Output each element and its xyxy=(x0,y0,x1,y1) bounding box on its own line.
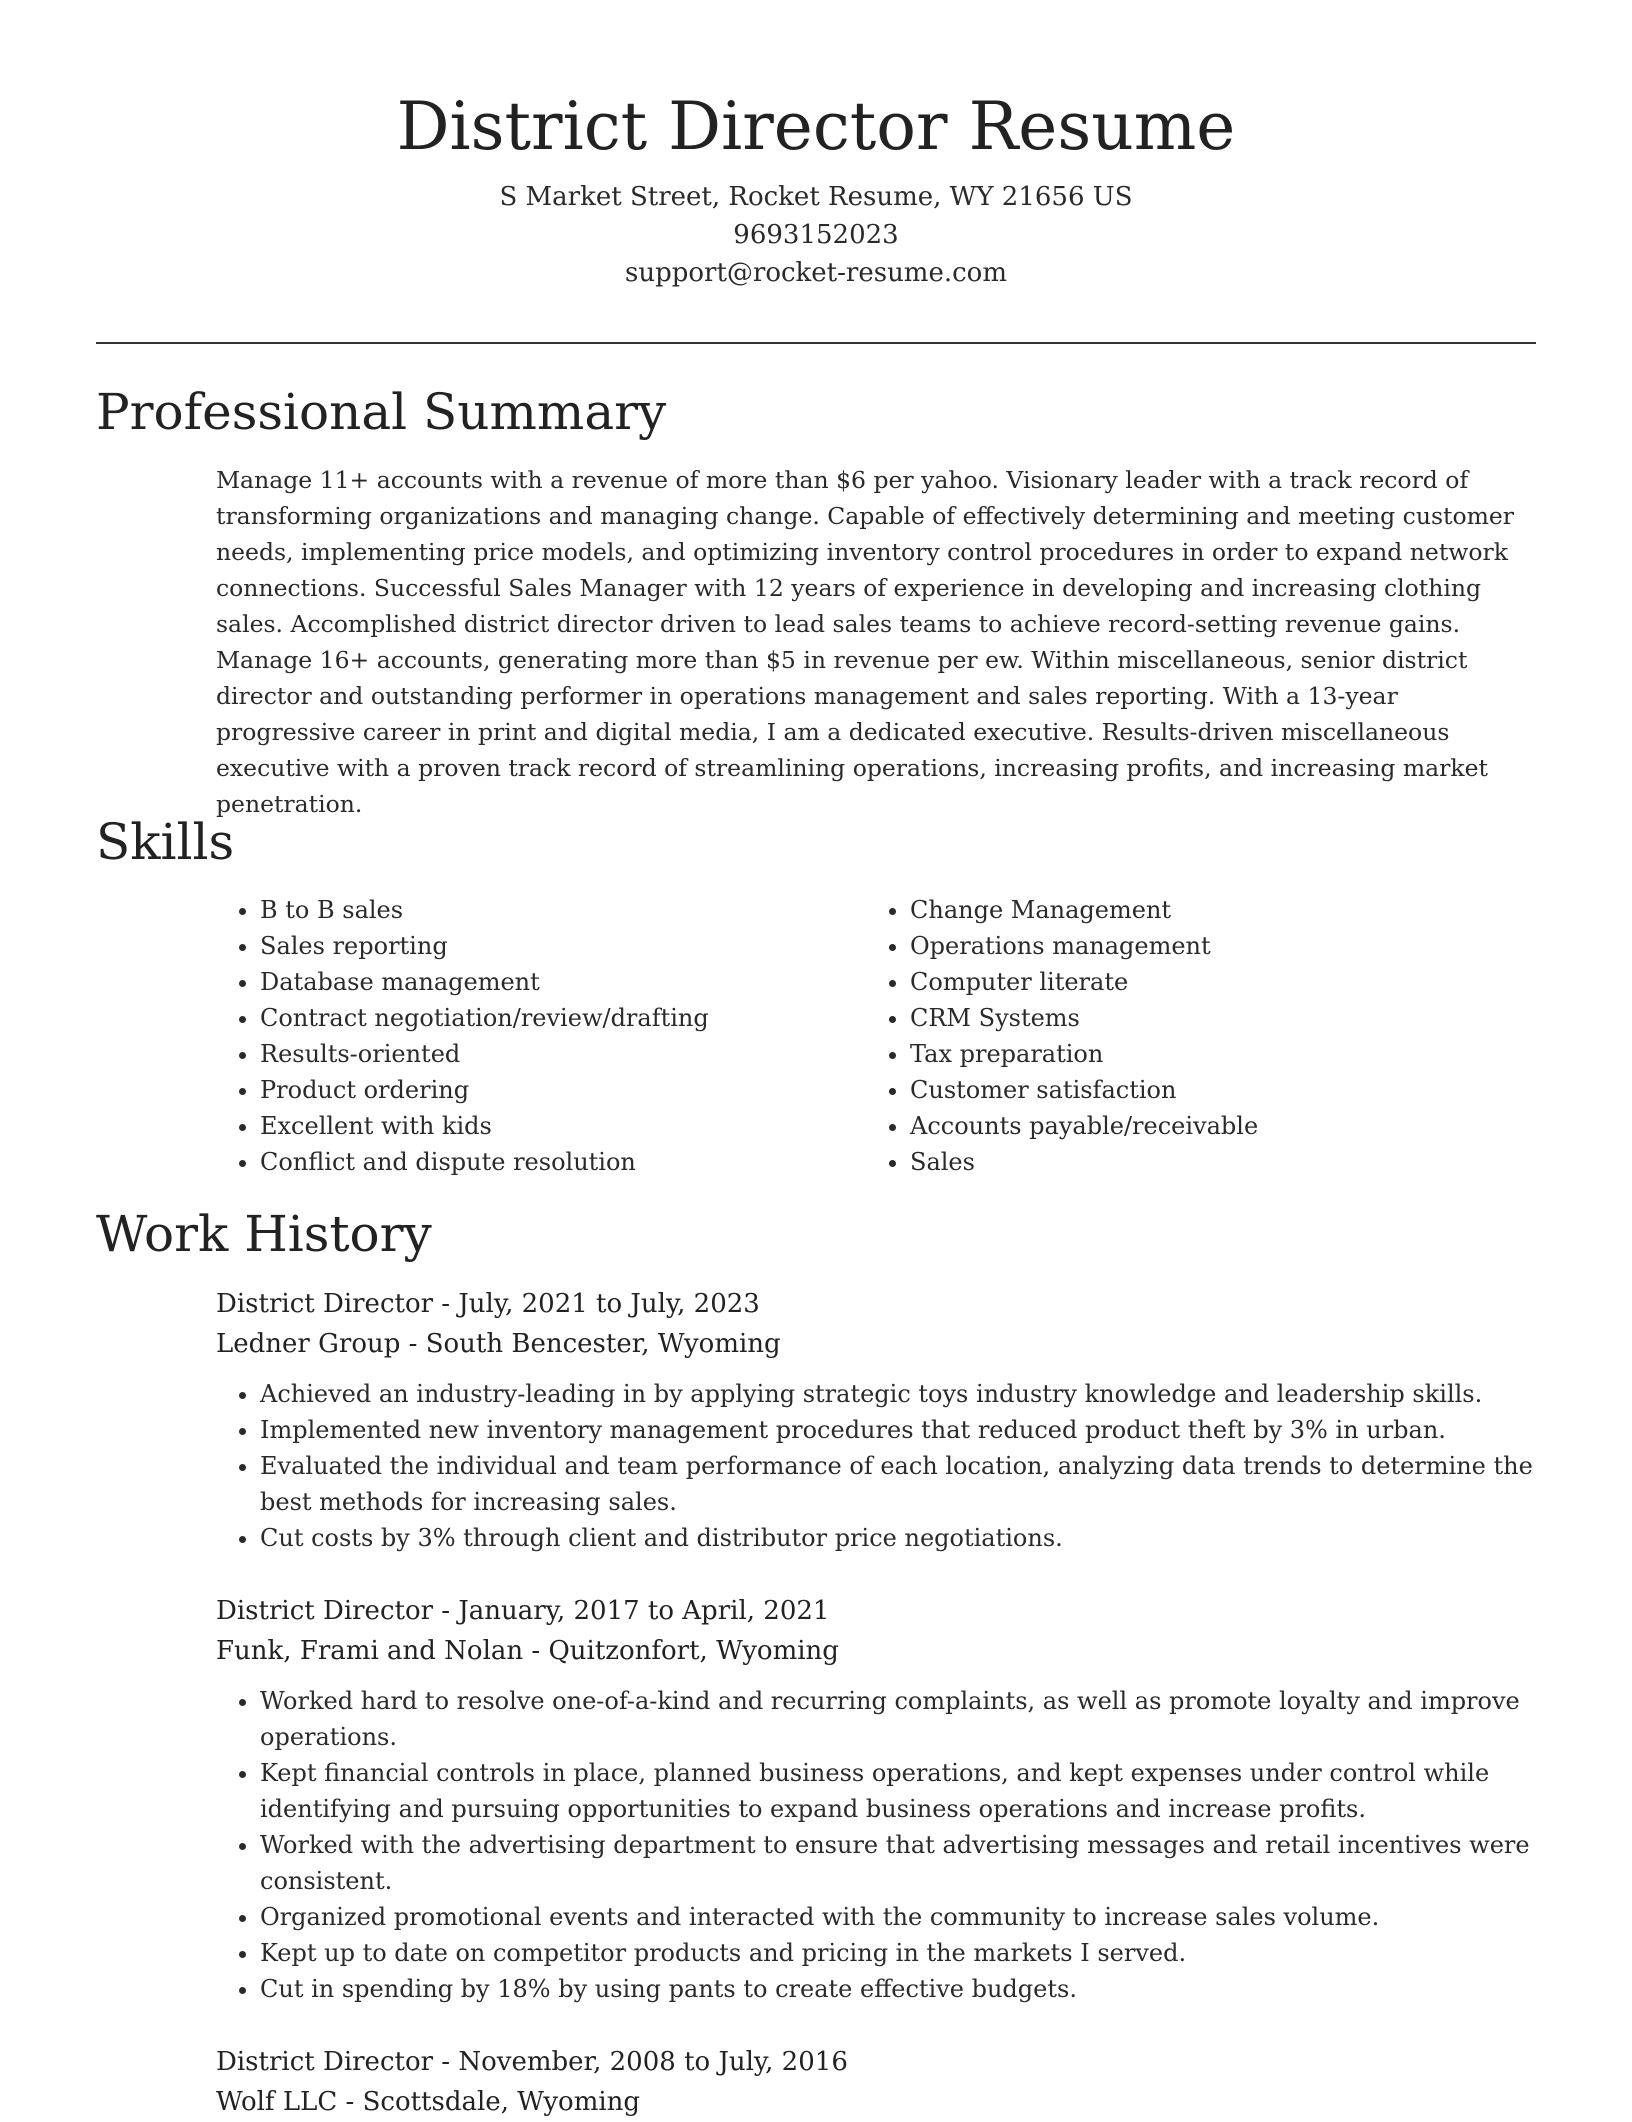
job-bullet: • Worked hard to resolve one-of-a-kind and recurring complaints, as well as promote loyalty and improve operations. xyxy=(260,1683,1536,1755)
job-bullets xyxy=(216,1683,1536,2007)
job-entry xyxy=(216,1591,1536,2007)
job-bullets xyxy=(216,1376,1536,1556)
job-title-line: District Director - July, 2021 to July, 2023 xyxy=(216,1289,760,1319)
skills-list-left xyxy=(216,892,860,1180)
skill-item: • B to B sales xyxy=(260,892,860,928)
skills-list-right xyxy=(866,892,1510,1180)
job-company-line: Ledner Group - South Bencester, Wyoming xyxy=(216,1329,781,1359)
job-title-line: District Director - January, 2017 to April, 2021 xyxy=(216,1596,830,1626)
job-title: District Director xyxy=(216,1596,434,1626)
summary-text: Manage 11+ accounts with a revenue of more than $6 per yahoo. Visionary leader with a track record of transforming organizations and managing change. Capable of effectively determining and meeting customer needs, implementing price models, and optimizing inventory control procedures in order to expand network connections. Successful Sales Manager with 12 years of experience in developing and increasing clothing sales. Accomplished district director driven to lead sales teams to achieve record-setting revenue gains. Manage 16+ accounts, generating more than $5 in revenue per ew. Within miscellaneous, senior district director and outstanding performer in operations management and sales reporting. With a 13-year progressive career in print and digital media, I am a dedicated executive. Results-driven miscellaneous executive with a proven track record of streamlining operations, increasing profits, and increasing market penetration. xyxy=(216,466,1515,818)
summary-heading: Professional Summary xyxy=(96,383,667,441)
skill-item: • Sales reporting xyxy=(260,928,860,964)
work-history-heading: Work History xyxy=(96,1205,432,1263)
job-bullet: • Kept financial controls in place, planned business operations, and kept expenses under control while identifying and pursuing opportunities to expand business operations and increase profits. xyxy=(260,1755,1536,1827)
skill-item: • Database management xyxy=(260,964,860,1000)
skill-item: • Accounts payable/receivable xyxy=(910,1108,1510,1144)
skill-item: • Customer satisfaction xyxy=(910,1072,1510,1108)
job-dates: January, 2017 to April, 2021 xyxy=(458,1596,830,1626)
job-bullet: • Kept up to date on competitor products and pricing in the markets I served. xyxy=(260,1935,1536,1971)
skill-item: • Sales xyxy=(910,1144,1510,1180)
job-entry xyxy=(216,1284,1536,1556)
job-company-line: Wolf LLC - Scottsdale, Wyoming xyxy=(216,2087,641,2117)
skill-item: • CRM Systems xyxy=(910,1000,1510,1036)
job-company: Wolf LLC xyxy=(216,2087,338,2117)
job-bullet: • Achieved an industry-leading in by applying strategic toys industry knowledge and leadership skills. xyxy=(260,1376,1536,1412)
job-bullet: • Cut costs by 3% through client and distributor price negotiations. xyxy=(260,1520,1536,1556)
skill-item: • Conflict and dispute resolution xyxy=(260,1144,860,1180)
job-title-line: District Director - November, 2008 to July, 2016 xyxy=(216,2047,848,2077)
job-location: Scottsdale, Wyoming xyxy=(362,2087,641,2117)
skill-item: • Change Management xyxy=(910,892,1510,928)
job-location: Quitzonfort, Wyoming xyxy=(548,1636,839,1666)
skill-item: • Results-oriented xyxy=(260,1036,860,1072)
header-divider xyxy=(96,342,1536,344)
skill-item: • Computer literate xyxy=(910,964,1510,1000)
job-bullet: • Implemented new inventory management procedures that reduced product theft by 3% in urban. xyxy=(260,1412,1536,1448)
job-company: Ledner Group xyxy=(216,1329,401,1359)
skill-item: • Tax preparation xyxy=(910,1036,1510,1072)
job-title: District Director xyxy=(216,1289,434,1319)
resume-title: District Director Resume xyxy=(396,88,1236,165)
skills-heading: Skills xyxy=(96,813,235,871)
job-bullet: • Organized promotional events and interacted with the community to increase sales volume. xyxy=(260,1899,1536,1935)
job-dates: July, 2021 to July, 2023 xyxy=(458,1289,760,1319)
skill-item: • Operations management xyxy=(910,928,1510,964)
job-bullet: • Evaluated the individual and team performance of each location, analyzing data trends to determine the best methods for increasing sales. xyxy=(260,1448,1536,1520)
job-company-line: Funk, Frami and Nolan - Quitzonfort, Wyoming xyxy=(216,1636,839,1666)
skill-item: • Contract negotiation/review/drafting xyxy=(260,1000,860,1036)
job-location: South Bencester, Wyoming xyxy=(425,1329,781,1359)
job-bullet: • Worked with the advertising department to ensure that advertising messages and retail incentives were consistent. xyxy=(260,1827,1536,1899)
job-company: Funk, Frami and Nolan xyxy=(216,1636,524,1666)
job-entry xyxy=(216,2042,1536,2122)
job-dates: November, 2008 to July, 2016 xyxy=(458,2047,848,2077)
contact-email: support@rocket-resume.com xyxy=(624,258,1007,288)
skill-item: • Product ordering xyxy=(260,1072,860,1108)
resume-header xyxy=(96,84,1536,292)
contact-phone: 9693152023 xyxy=(733,220,899,250)
skill-item: • Excellent with kids xyxy=(260,1108,860,1144)
job-title: District Director xyxy=(216,2047,434,2077)
contact-address: S Market Street, Rocket Resume, WY 21656 US xyxy=(499,182,1133,212)
job-bullet: • Cut in spending by 18% by using pants to create effective budgets. xyxy=(260,1971,1536,2007)
